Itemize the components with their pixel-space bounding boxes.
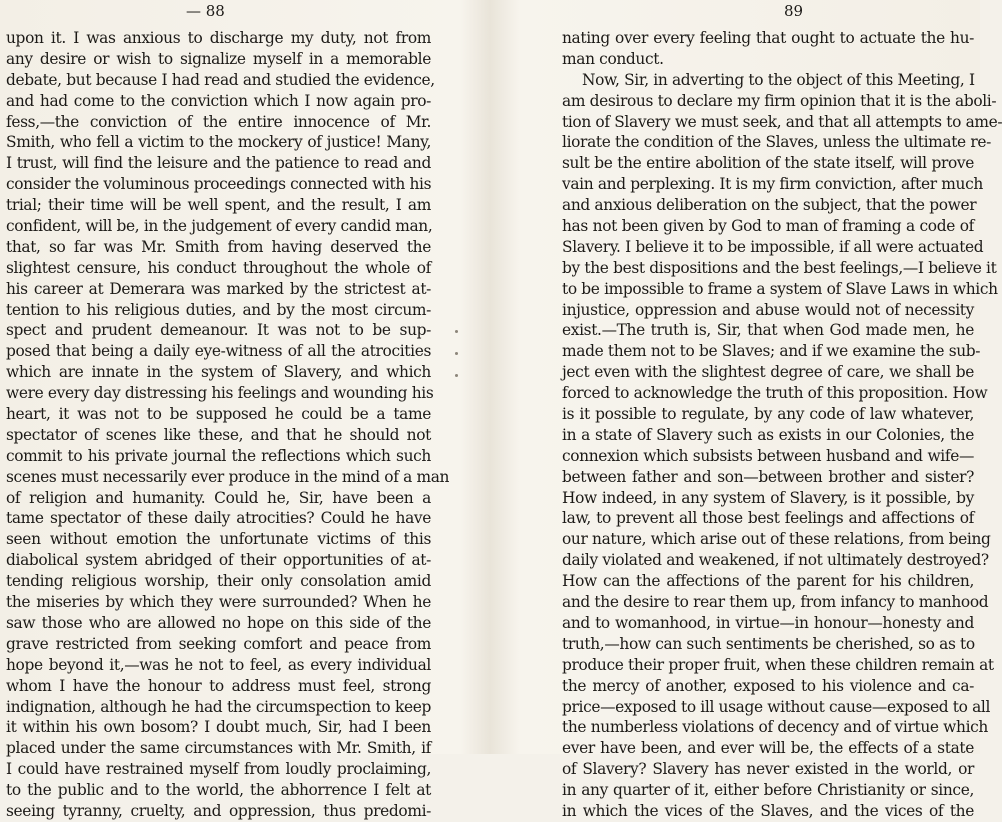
text-line: in which the vices of the Slaves, and the vices of the <box>562 801 974 820</box>
text-line: tame spectator of these daily atrocities? Could he have <box>6 509 431 528</box>
text-line: ject even with the slightest degree of care, we shall be <box>562 363 974 382</box>
gutter-speck <box>455 374 458 377</box>
text-line: the miseries by which they were surrounded? When he <box>6 593 431 612</box>
right-page <box>562 0 1002 820</box>
text-line: vain and perplexing. It is my firm conviction, after much <box>562 175 983 194</box>
text-line: man conduct. <box>562 49 664 68</box>
text-line: whom I have the honour to address must feel, strong <box>6 676 431 695</box>
page-number-right: 89 <box>784 2 804 20</box>
text-line: grave restricted from seeking comfort and peace from <box>6 634 431 653</box>
text-line: Now, Sir, in adverting to the object of this Meeting, I <box>582 70 975 89</box>
gutter-speck <box>455 330 458 333</box>
text-line: nating over every feeling that ought to actuate the hu- <box>562 29 974 47</box>
text-line: our nature, which arise out of these relations, from being <box>562 530 991 549</box>
text-line: price—exposed to ill usage without cause—exposed to all <box>562 697 991 716</box>
text-line: indignation, although he had the circumspection to keep <box>6 697 431 716</box>
text-line: made them not to be Slaves; and if we examine the sub- <box>562 342 981 361</box>
text-line: seeing tyranny, cruelty, and oppression, thus predomi- <box>6 801 431 820</box>
text-line: Smith, who fell a victim to the mockery of justice! Many, <box>6 133 431 152</box>
text-line: in a state of Slavery such as exists in our Colonies, the <box>562 425 974 444</box>
text-line: liorate the condition of the Slaves, unless the ultimate re- <box>562 133 991 152</box>
text-line: between father and son—between brother and sister? <box>562 467 974 486</box>
text-line: produce their proper fruit, when these children remain at <box>562 655 994 674</box>
text-line: in any quarter of it, either before Christianity or since, <box>562 781 974 800</box>
text-line: heart, it was not to be supposed he could be a tame <box>6 405 431 424</box>
text-line: spect and prudent demeanour. It was not to be sup- <box>6 321 431 340</box>
text-line: spectator of scenes like these, and that he should not <box>6 425 431 444</box>
right-page-text <box>562 28 1002 822</box>
text-line: tending religious worship, their only consolation amid <box>6 572 431 591</box>
text-line: law, to prevent all those best feelings and affections of <box>562 509 974 528</box>
text-line: seen without emotion the unfortunate victims of this <box>6 530 431 549</box>
text-line: to the public and to the world, the abhorrence I felt at <box>6 781 431 800</box>
text-line: of religion and humanity. Could he, Sir, have been a <box>6 488 431 507</box>
text-line: exist.—The truth is, Sir, that when God made men, he <box>562 321 974 340</box>
text-line: truth,—how can such sentiments be cherished, so as to <box>562 634 975 653</box>
text-line: and anxious deliberation on the subject, that the power <box>562 196 977 215</box>
text-line: any desire or wish to signalize myself in a memorable <box>6 49 431 68</box>
text-line: fess,—the conviction of the entire innocence of Mr. <box>6 112 431 131</box>
text-line: that, so far was Mr. Smith from having deserved the <box>6 237 431 256</box>
text-line: and had come to the conviction which I now again pro- <box>6 91 431 110</box>
text-line: forced to acknowledge the truth of this proposition. How <box>562 384 988 403</box>
gutter-speck <box>455 352 458 355</box>
text-line: daily violated and weakened, if not ultimately destroyed? <box>562 551 989 570</box>
text-line: of Slavery? Slavery has never existed in the world, or <box>562 760 974 779</box>
text-line: injustice, oppression and abuse would not of necessity <box>562 300 974 319</box>
text-line: the numberless violations of decency and of virtue which <box>562 718 988 737</box>
text-line: diabolical system abridged of their opportunities of at- <box>6 551 431 570</box>
text-line: and to womanhood, in virtue—in honour—honesty and <box>562 613 974 632</box>
text-line: upon it. I was anxious to discharge my duty, not from <box>6 29 431 47</box>
text-line: ever have been, and ever will be, the effects of a state <box>562 739 974 758</box>
text-line: scenes must necessarily ever produce in the mind of a man <box>6 467 450 486</box>
text-line: debate, but because I had read and studied the evidence, <box>6 70 435 89</box>
text-line: trial; their time will be well spent, and the result, I am <box>6 196 431 215</box>
text-line: it within his own bosom? I doubt much, Sir, had I been <box>6 718 431 737</box>
text-line: I could have restrained myself from loudly proclaiming, <box>6 760 431 779</box>
text-line: placed under the same circumstances with Mr. Smith, if <box>6 739 431 758</box>
text-line: How can the affections of the parent for his children, <box>562 572 974 591</box>
text-line: Slavery. I believe it to be impossible, if all were actuated <box>562 237 984 256</box>
text-line: the mercy of another, exposed to his violence and ca- <box>562 676 974 695</box>
text-line: saw those who are allowed no hope on this side of the <box>6 613 431 632</box>
text-line: and the desire to rear them up, from infancy to manhood <box>562 593 989 612</box>
text-line: his career at Demerara was marked by the strictest at- <box>6 279 431 298</box>
left-page-text <box>6 28 450 822</box>
text-line: consider the voluminous proceedings connected with his <box>6 175 432 194</box>
text-line: hope beyond it,—was he not to feel, as every individual <box>6 655 431 674</box>
text-line: by the best dispositions and the best feelings,—I believe it <box>562 258 997 277</box>
text-line: slightest censure, his conduct throughout the whole of <box>6 258 431 277</box>
text-line: commit to his private journal the reflections which such <box>6 446 431 465</box>
text-line: I trust, will find the leisure and the patience to read and <box>6 154 431 173</box>
left-page <box>6 0 450 820</box>
text-line: confident, will be, in the judgement of every candid man, <box>6 217 433 236</box>
text-line: has not been given by God to man of framing a code of <box>562 217 974 236</box>
text-line: tion of Slavery we must seek, and that all attempts to ame- <box>562 112 1002 131</box>
text-line: How indeed, in any system of Slavery, is it possible, by <box>562 488 974 507</box>
text-line: posed that being a daily eye-witness of all the atrocities <box>6 342 431 361</box>
text-line: connexion which subsists between husband and wife— <box>562 446 974 465</box>
text-line: to be impossible to frame a system of Slave Laws in which <box>562 279 998 298</box>
text-line: which are innate in the system of Slavery, and which <box>6 363 431 382</box>
text-line: is it possible to regulate, by any code of law whatever, <box>562 405 974 424</box>
text-line: am desirous to declare my firm opinion that it is the aboli- <box>562 91 997 110</box>
page-number-left: — 88 <box>186 2 225 20</box>
text-line: tention to his religious duties, and by the most circum- <box>6 300 431 319</box>
text-line: were every day distressing his feelings and wounding his <box>6 384 434 403</box>
text-line: sult be the entire abolition of the state itself, will prove <box>562 154 974 173</box>
